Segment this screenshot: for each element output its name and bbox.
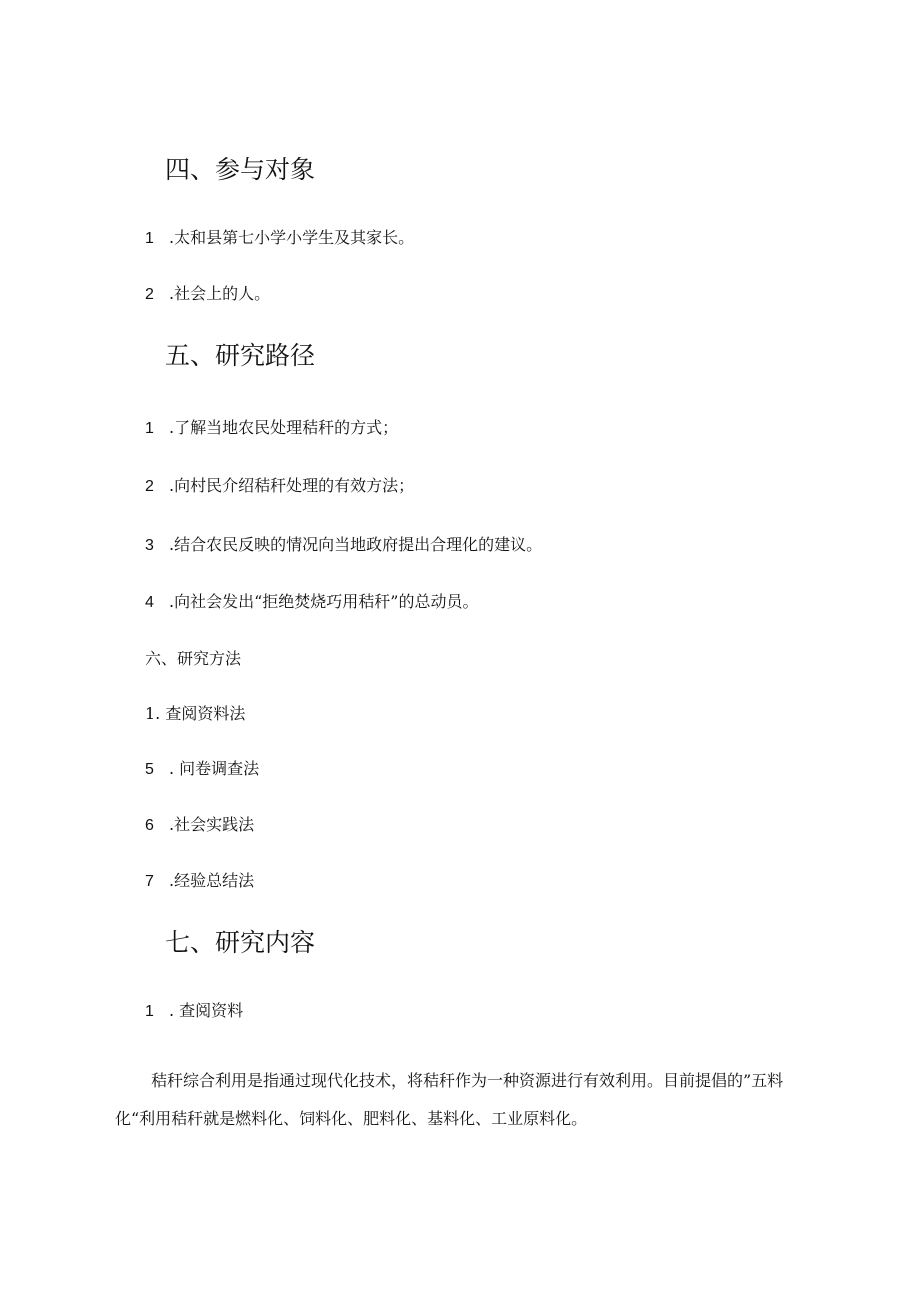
list-item: 1. 查阅资料法	[145, 704, 246, 723]
item-number: 1	[145, 230, 154, 247]
section-heading-research-path: 五、研究路径	[165, 341, 316, 370]
list-item	[145, 286, 270, 303]
list-item	[145, 761, 259, 778]
item-text: .结合农民反映的情况向当地政府提出合理化的建议。	[169, 535, 543, 554]
section-heading-research-methods: 六、研究方法	[145, 649, 242, 668]
item-text: .社会上的人。	[169, 284, 271, 303]
list-item	[145, 873, 254, 890]
item-number: 1	[145, 420, 154, 437]
body-paragraph: 秸秆综合利用是指通过现代化技术，将秸秆作为一种资源进行有效利用。目前提倡的”五料化“利用秸秆就是燃料化、饲料化、肥料化、基料化、工业原料化。	[115, 1071, 784, 1128]
item-number: 3	[145, 537, 154, 554]
item-number: 7	[145, 873, 154, 890]
section-heading-participants: 四、参与对象	[165, 155, 316, 184]
item-number: 2	[145, 478, 154, 495]
item-number: 4	[145, 594, 154, 611]
item-number: 5	[145, 761, 154, 778]
list-item	[145, 420, 398, 437]
list-item	[145, 537, 542, 554]
item-text: .太和县第七小学小学生及其家长。	[169, 228, 415, 247]
item-text: . 查阅资料	[169, 1001, 244, 1020]
list-item	[145, 817, 254, 834]
item-text: .向社会发出“拒绝焚烧巧用秸秆”的总动员。	[169, 592, 479, 611]
list-item	[145, 1003, 243, 1020]
item-text: .社会实践法	[169, 815, 255, 834]
item-text: .向村民介绍秸秆处理的有效方法；	[169, 476, 415, 495]
list-item	[145, 478, 414, 495]
item-number: 6	[145, 817, 154, 834]
list-item	[145, 230, 414, 247]
section-heading-research-content: 七、研究内容	[165, 928, 316, 957]
item-text: .了解当地农民处理秸秆的方式；	[169, 418, 399, 437]
item-number: 1	[145, 1003, 154, 1020]
list-item	[145, 594, 478, 611]
item-number: 2	[145, 286, 154, 303]
item-text: . 问卷调查法	[169, 759, 260, 778]
item-text: .经验总结法	[169, 871, 255, 890]
